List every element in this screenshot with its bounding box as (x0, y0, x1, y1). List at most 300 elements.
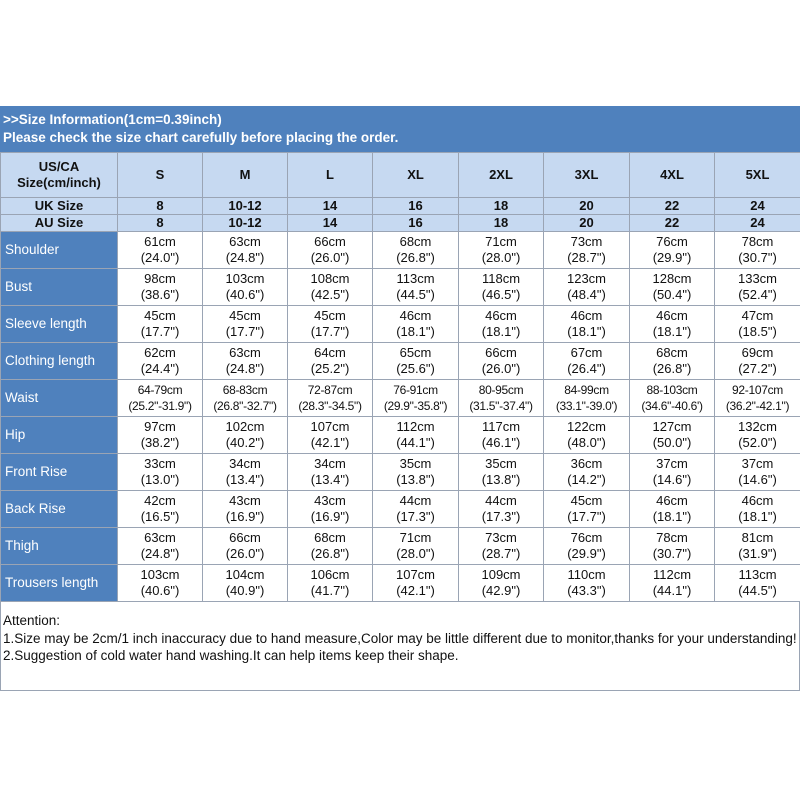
value-cm: 46cm (656, 493, 688, 508)
measurement-cell (715, 232, 800, 269)
uk-size-label: UK Size (1, 198, 118, 215)
value-cm: 44cm (485, 493, 517, 508)
value-cm: 72-87cm (307, 383, 353, 397)
measurement-cell (118, 491, 203, 528)
measurement-cell (118, 417, 203, 454)
size-header-cell: 2XL (459, 153, 544, 198)
value-cm: 66cm (485, 345, 517, 360)
value-inch: (24.0") (140, 250, 180, 265)
value-cm: 37cm (656, 456, 688, 471)
value-cm: 47cm (741, 308, 774, 323)
measurement-cell (715, 343, 800, 380)
size-table (0, 152, 800, 602)
measurement-cell (544, 491, 630, 528)
value-inch: (42.1") (310, 435, 350, 450)
value-cm: 73cm (570, 234, 603, 249)
measurement-cell (118, 454, 203, 491)
value-cm: 76cm (656, 234, 688, 249)
value-cm: 64cm (314, 345, 346, 360)
value-inch: (14.2") (567, 472, 606, 487)
value-inch: (31.9") (738, 546, 777, 561)
value-inch: (31.5"-37.4") (469, 399, 533, 413)
measurement-cell (118, 528, 203, 565)
measurement-cell (288, 380, 373, 417)
uk-size-cell: 8 (118, 198, 203, 215)
value-cm: 68cm (399, 234, 432, 249)
value-cm: 36cm (570, 456, 603, 471)
measurement-cell (459, 491, 544, 528)
value-inch: (29.9") (652, 250, 692, 265)
measurement-row (1, 380, 800, 417)
measurement-cell (288, 417, 373, 454)
measurement-label: Thigh (1, 528, 118, 565)
value-cm: 46cm (656, 308, 688, 323)
value-inch: (52.0") (738, 435, 777, 450)
value-cm: 35cm (399, 456, 432, 471)
value-inch: (18.1") (652, 324, 692, 339)
value-cm: 78cm (656, 530, 688, 545)
measurement-cell (203, 565, 288, 602)
measurement-cell (373, 343, 459, 380)
measurement-cell (118, 343, 203, 380)
measurement-cell (373, 269, 459, 306)
value-inch: (44.5") (738, 583, 777, 598)
measurement-cell (630, 565, 715, 602)
value-cm: 107cm (310, 419, 350, 434)
measurement-cell (288, 306, 373, 343)
value-inch: (29.9") (567, 546, 606, 561)
value-cm: 68cm (656, 345, 688, 360)
uk-size-cell: 18 (459, 198, 544, 215)
measurement-cell (715, 454, 800, 491)
measurement-cell (459, 232, 544, 269)
measurement-cell (544, 380, 630, 417)
value-inch: (40.2") (225, 435, 265, 450)
value-inch: (13.8") (481, 472, 521, 487)
value-cm: 78cm (741, 234, 774, 249)
uk-size-cell: 10-12 (203, 198, 288, 215)
measurement-row (1, 454, 800, 491)
value-cm: 107cm (395, 567, 436, 582)
measurement-cell (630, 306, 715, 343)
value-inch: (25.2"-31.9") (128, 399, 192, 413)
measurement-cell (544, 417, 630, 454)
measurement-cell (373, 528, 459, 565)
measurement-row (1, 269, 800, 306)
value-cm: 113cm (396, 271, 435, 286)
value-inch: (24.8") (140, 546, 180, 561)
attention-note-1: 1.Size may be 2cm/1 inch inaccuracy due to hand measure,Color may be little different due to monitor,thanks for your understanding! (3, 630, 797, 646)
value-inch: (24.8") (225, 361, 265, 376)
value-cm: 112cm (652, 567, 692, 582)
value-inch: (48.4") (567, 287, 606, 302)
measurement-row (1, 232, 800, 269)
value-cm: 61cm (144, 234, 176, 249)
value-inch: (38.6") (140, 287, 180, 302)
value-cm: 43cm (229, 493, 261, 508)
value-cm: 106cm (310, 567, 350, 582)
value-inch: (26.8") (396, 250, 435, 265)
value-inch: (18.5") (738, 324, 777, 339)
au-size-cell: 16 (373, 215, 459, 232)
au-size-cell: 24 (715, 215, 800, 232)
value-inch: (42.1") (396, 583, 435, 598)
measurement-cell (288, 528, 373, 565)
value-inch: (34.6"-40.6') (641, 399, 703, 413)
value-inch: (27.2") (738, 361, 777, 376)
measurement-cell (203, 528, 288, 565)
value-inch: (40.9") (225, 583, 265, 598)
measurement-label: Bust (1, 269, 118, 306)
measurement-cell (288, 491, 373, 528)
size-header-cell: 3XL (544, 153, 630, 198)
measurement-cell (630, 232, 715, 269)
measurement-cell (715, 565, 800, 602)
us-ca-label-line: Size(cm/inch) (17, 175, 101, 190)
value-cm: 103cm (140, 567, 180, 582)
uk-size-cell: 16 (373, 198, 459, 215)
measurement-cell (118, 306, 203, 343)
measurement-cell (544, 528, 630, 565)
value-inch: (26.0") (481, 361, 521, 376)
value-inch: (18.1") (396, 324, 435, 339)
value-inch: (18.1") (738, 509, 777, 524)
value-inch: (26.0") (225, 546, 265, 561)
value-cm: 71cm (485, 234, 517, 249)
measurement-cell (715, 491, 800, 528)
value-inch: (24.8") (225, 250, 265, 265)
value-cm: 66cm (229, 530, 261, 545)
value-inch: (36.2"-42.1") (725, 399, 790, 413)
measurement-cell (459, 269, 544, 306)
value-cm: 37cm (741, 456, 774, 471)
size-header-cell: L (288, 153, 373, 198)
value-cm: 68cm (314, 530, 346, 545)
value-inch: (28.7") (567, 250, 606, 265)
size-header-cell: M (203, 153, 288, 198)
size-header-cell: S (118, 153, 203, 198)
value-inch: (17.7") (310, 324, 350, 339)
measurement-label: Hip (1, 417, 118, 454)
measurement-cell (288, 565, 373, 602)
au-size-label: AU Size (1, 215, 118, 232)
au-size-cell: 18 (459, 215, 544, 232)
value-cm: 71cm (399, 530, 432, 545)
value-inch: (28.7") (481, 546, 521, 561)
value-inch: (13.4") (225, 472, 265, 487)
value-inch: (18.1") (567, 324, 606, 339)
measurement-cell (118, 269, 203, 306)
value-inch: (26.4") (567, 361, 606, 376)
uk-size-cell: 14 (288, 198, 373, 215)
value-cm: 108cm (310, 271, 350, 286)
value-inch: (14.6") (652, 472, 692, 487)
attention-note-2: 2.Suggestion of cold water hand washing.It can help items keep their shape. (3, 648, 459, 663)
measurement-cell (118, 232, 203, 269)
value-cm: 46cm (570, 308, 603, 323)
value-inch: (46.5") (481, 287, 521, 302)
value-inch: (26.0") (310, 250, 350, 265)
measurement-cell (288, 269, 373, 306)
value-cm: 76-91cm (393, 383, 438, 397)
measurement-cell (630, 269, 715, 306)
measurement-cell (288, 454, 373, 491)
value-inch: (44.5") (396, 287, 435, 302)
measurement-cell (715, 380, 800, 417)
size-info-banner (0, 106, 800, 152)
value-inch: (46.1") (481, 435, 521, 450)
value-cm: 68-83cm (222, 383, 268, 397)
measurement-row (1, 417, 800, 454)
value-inch: (17.7") (567, 509, 606, 524)
uk-size-cell: 24 (715, 198, 800, 215)
us-ca-label-line: US/CA (38, 159, 80, 174)
value-inch: (17.7") (140, 324, 180, 339)
value-inch: (16.9") (225, 509, 265, 524)
value-cm: 45cm (229, 308, 261, 323)
measurement-label: Shoulder (1, 232, 118, 269)
measurement-cell (630, 454, 715, 491)
value-cm: 112cm (396, 419, 435, 434)
value-cm: 132cm (737, 419, 778, 434)
measurement-cell (544, 565, 630, 602)
value-inch: (13.0") (140, 472, 180, 487)
value-cm: 118cm (481, 271, 521, 286)
measurement-cell (630, 380, 715, 417)
value-inch: (17.3") (481, 509, 521, 524)
measurement-cell (203, 380, 288, 417)
measurement-label: Sleeve length (1, 306, 118, 343)
size-header-cell: 4XL (630, 153, 715, 198)
value-cm: 62cm (144, 345, 176, 360)
value-cm: 97cm (144, 419, 176, 434)
measurement-cell (544, 454, 630, 491)
au-size-cell: 20 (544, 215, 630, 232)
measurement-label: Clothing length (1, 343, 118, 380)
value-inch: (13.4") (310, 472, 350, 487)
value-inch: (14.6") (738, 472, 777, 487)
measurement-cell (459, 454, 544, 491)
value-cm: 92-107cm (732, 383, 783, 397)
value-cm: 133cm (737, 271, 778, 286)
value-inch: (42.9") (481, 583, 521, 598)
measurement-cell (373, 565, 459, 602)
value-inch: (16.5") (140, 509, 180, 524)
measurement-cell (203, 306, 288, 343)
value-inch: (50.0") (652, 435, 692, 450)
measurement-cell (203, 232, 288, 269)
value-cm: 45cm (144, 308, 176, 323)
size-header-cell: XL (373, 153, 459, 198)
value-inch: (17.7") (225, 324, 265, 339)
value-inch: (48.0") (567, 435, 606, 450)
measurement-cell (288, 232, 373, 269)
value-cm: 98cm (144, 271, 176, 286)
measurement-cell (459, 343, 544, 380)
value-inch: (28.0") (396, 546, 435, 561)
measurement-cell (630, 528, 715, 565)
value-inch: (16.9") (310, 509, 350, 524)
value-inch: (42.5") (310, 287, 350, 302)
measurement-cell (715, 417, 800, 454)
measurement-cell (373, 380, 459, 417)
value-inch: (26.8") (310, 546, 350, 561)
measurement-cell (288, 343, 373, 380)
value-cm: 113cm (738, 567, 777, 582)
value-inch: (52.4") (738, 287, 777, 302)
measurement-row (1, 565, 800, 602)
value-inch: (41.7") (310, 583, 350, 598)
au-size-cell: 8 (118, 215, 203, 232)
value-cm: 46cm (485, 308, 517, 323)
value-cm: 73cm (485, 530, 517, 545)
measurement-cell (544, 306, 630, 343)
value-cm: 117cm (481, 419, 521, 434)
size-info-title: >>Size Information(1cm=0.39inch) (3, 112, 222, 127)
uk-size-cell: 22 (630, 198, 715, 215)
measurement-cell (373, 454, 459, 491)
value-cm: 128cm (652, 271, 692, 286)
value-cm: 66cm (314, 234, 346, 249)
value-cm: 67cm (570, 345, 603, 360)
measurement-cell (118, 380, 203, 417)
header-row-uk (1, 198, 800, 215)
value-cm: 110cm (567, 567, 606, 582)
measurement-cell (118, 565, 203, 602)
measurement-cell (373, 417, 459, 454)
value-inch: (28.3"-34.5") (298, 399, 362, 413)
value-cm: 102cm (225, 419, 265, 434)
value-cm: 63cm (229, 234, 261, 249)
value-cm: 45cm (314, 308, 346, 323)
measurement-cell (630, 417, 715, 454)
measurement-cell (203, 343, 288, 380)
measurement-cell (203, 417, 288, 454)
value-cm: 69cm (741, 345, 774, 360)
measurement-cell (630, 491, 715, 528)
measurement-cell (715, 306, 800, 343)
measurement-row (1, 343, 800, 380)
value-inch: (40.6") (225, 287, 265, 302)
value-cm: 43cm (314, 493, 346, 508)
measurement-cell (459, 565, 544, 602)
value-cm: 63cm (229, 345, 261, 360)
measurement-cell (203, 454, 288, 491)
uk-size-cell: 20 (544, 198, 630, 215)
value-cm: 123cm (566, 271, 607, 286)
measurement-row (1, 491, 800, 528)
value-inch: (25.6") (396, 361, 435, 376)
measurement-cell (203, 491, 288, 528)
header-row-us-ca (1, 153, 800, 198)
au-size-cell: 14 (288, 215, 373, 232)
au-size-cell: 10-12 (203, 215, 288, 232)
value-cm: 63cm (144, 530, 176, 545)
value-cm: 42cm (144, 493, 176, 508)
au-size-cell: 22 (630, 215, 715, 232)
measurement-cell (715, 528, 800, 565)
value-cm: 104cm (225, 567, 265, 582)
measurement-cell (203, 269, 288, 306)
measurement-label: Trousers length (1, 565, 118, 602)
value-inch: (24.4") (140, 361, 180, 376)
value-inch: (44.1") (652, 583, 692, 598)
value-cm: 88-103cm (646, 383, 698, 397)
measurement-cell (544, 269, 630, 306)
measurement-cell (630, 343, 715, 380)
us-ca-size-label (1, 153, 118, 198)
size-check-notice: Please check the size chart carefully before placing the order. (3, 130, 399, 145)
measurement-cell (373, 306, 459, 343)
value-inch: (40.6") (140, 583, 180, 598)
value-cm: 122cm (566, 419, 607, 434)
value-inch: (38.2") (140, 435, 180, 450)
size-chart (0, 106, 800, 691)
value-inch: (30.7") (652, 546, 692, 561)
value-inch: (30.7") (738, 250, 777, 265)
value-cm: 65cm (399, 345, 432, 360)
value-cm: 46cm (399, 308, 432, 323)
measurement-label: Waist (1, 380, 118, 417)
value-inch: (44.1") (396, 435, 435, 450)
measurement-cell (373, 232, 459, 269)
measurement-label: Front Rise (1, 454, 118, 491)
measurement-cell (544, 343, 630, 380)
value-inch: (33.1"-39.0') (555, 399, 618, 413)
value-cm: 64-79cm (137, 383, 183, 397)
value-cm: 34cm (314, 456, 346, 471)
measurement-cell (459, 528, 544, 565)
measurement-label: Back Rise (1, 491, 118, 528)
measurement-cell (544, 232, 630, 269)
value-cm: 46cm (741, 493, 774, 508)
measurement-cell (459, 417, 544, 454)
attention-title: Attention: (3, 613, 61, 628)
measurement-row (1, 528, 800, 565)
value-cm: 34cm (229, 456, 261, 471)
value-cm: 109cm (481, 567, 521, 582)
value-cm: 81cm (741, 530, 774, 545)
value-inch: (43.3") (567, 583, 606, 598)
value-inch: (18.1") (481, 324, 521, 339)
measurement-cell (373, 491, 459, 528)
value-inch: (13.8") (396, 472, 435, 487)
value-inch: (25.2") (310, 361, 350, 376)
value-inch: (18.1") (652, 509, 692, 524)
value-cm: 45cm (570, 493, 603, 508)
value-cm: 44cm (399, 493, 432, 508)
value-inch: (29.9"-35.8") (383, 399, 448, 413)
measurement-row (1, 306, 800, 343)
attention-notes (0, 602, 800, 691)
value-inch: (50.4") (652, 287, 692, 302)
value-cm: 127cm (652, 419, 692, 434)
measurement-cell (715, 269, 800, 306)
value-cm: 33cm (144, 456, 176, 471)
value-cm: 35cm (485, 456, 517, 471)
size-header-cell: 5XL (715, 153, 800, 198)
value-cm: 76cm (570, 530, 603, 545)
value-inch: (26.8") (652, 361, 692, 376)
value-cm: 80-95cm (478, 383, 524, 397)
header-row-au (1, 215, 800, 232)
value-cm: 84-99cm (564, 383, 609, 397)
value-inch: (17.3") (396, 509, 435, 524)
measurement-cell (459, 380, 544, 417)
value-cm: 103cm (225, 271, 265, 286)
measurement-cell (459, 306, 544, 343)
value-inch: (28.0") (481, 250, 521, 265)
